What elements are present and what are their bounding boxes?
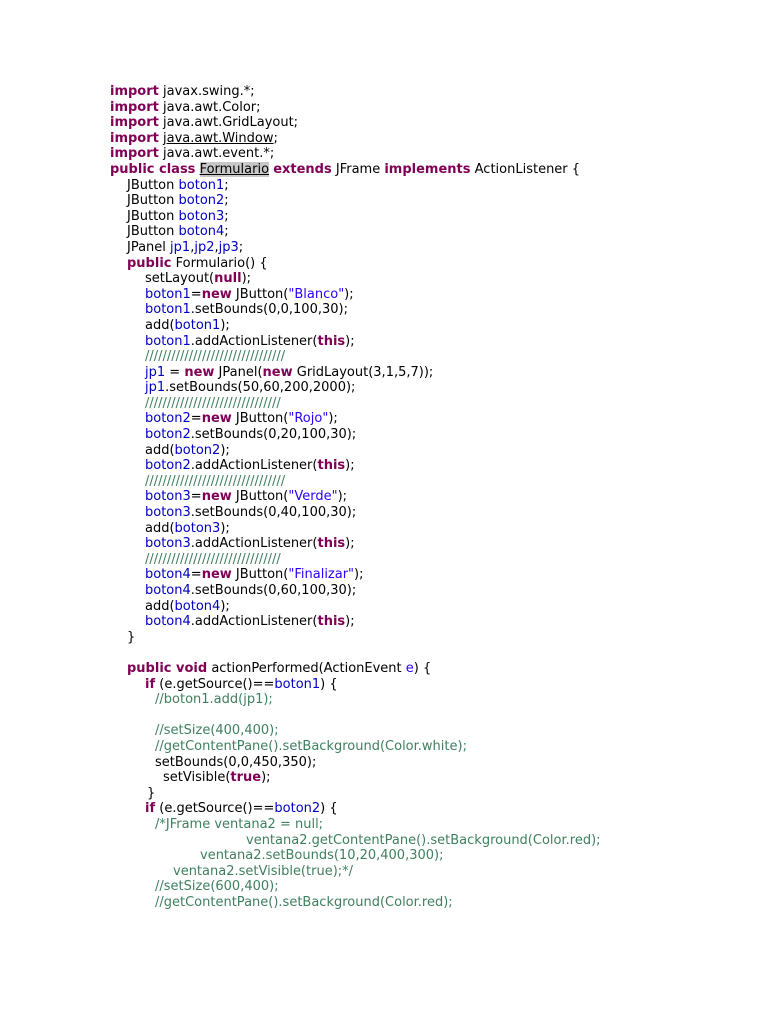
code-token: public [127, 255, 172, 271]
code-token: boton2 [145, 458, 191, 474]
code-line [110, 692, 601, 708]
code-token: boton3 [174, 520, 221, 536]
code-line [110, 178, 601, 194]
code-token: boton1 [174, 317, 221, 333]
code-token: JButton( [231, 567, 289, 583]
code-token: boton1 [145, 333, 191, 349]
code-token: ); [337, 489, 348, 505]
code-token: "Blanco" [288, 286, 345, 302]
code-token: } [127, 629, 136, 645]
code-token: setLayout( [145, 271, 215, 287]
code-token: this [317, 536, 346, 552]
code-token: /////////////////////////////// [145, 395, 281, 411]
code-token: JButton( [231, 411, 289, 427]
code-token: new [201, 411, 232, 427]
code-token: boton2 [174, 442, 221, 458]
code-token: "Finalizar" [288, 567, 355, 583]
code-token: boton2 [274, 801, 321, 817]
code-token: ); [220, 598, 230, 614]
code-token: boton1 [145, 286, 191, 302]
code-token: ventana2.getContentPane().setBackground(Color.red); [246, 832, 601, 848]
code-line [110, 474, 601, 490]
code-token: import [110, 115, 159, 131]
code-line [110, 552, 601, 568]
code-line [110, 599, 601, 615]
code-token: , [214, 239, 219, 255]
code-line [110, 209, 601, 225]
code-token: boton1 [274, 676, 321, 692]
code-token: if [145, 676, 156, 692]
code-line [110, 443, 601, 459]
code-line [110, 193, 601, 209]
code-token: add( [145, 442, 175, 458]
code-token: e [405, 660, 414, 676]
code-line [110, 755, 601, 771]
code-token: new [201, 567, 232, 583]
code-token: ); [345, 333, 355, 349]
code-token: boton4 [145, 614, 191, 630]
code-line [110, 833, 601, 849]
code-line [110, 677, 601, 693]
code-token: boton4 [178, 224, 225, 240]
code-token: JButton [127, 224, 179, 240]
code-line [110, 879, 601, 895]
code-token: ventana2.setBounds(10,20,400,300); [200, 848, 444, 864]
code-token: boton2 [178, 193, 225, 209]
code-token: .setBounds(0,40,100,30); [190, 505, 357, 521]
code-token: ); [345, 458, 355, 474]
code-token: java.awt.Window [163, 130, 274, 146]
code-line [110, 661, 601, 677]
code-token: ; [224, 224, 229, 240]
code-token: boton4 [174, 598, 221, 614]
code-token: ) { [320, 801, 338, 817]
code-line [110, 786, 601, 802]
code-token: ); [261, 770, 271, 786]
code-token: = [165, 364, 185, 380]
code-token: Formulario() { [171, 255, 268, 271]
code-token: jp2 [194, 239, 215, 255]
code-token: java.awt.Color; [158, 99, 261, 115]
code-line [110, 801, 601, 817]
code-token: //getContentPane().setBackground(Color.white); [155, 738, 467, 754]
code-token: .addActionListener( [190, 614, 318, 630]
code-token: ); [241, 271, 252, 287]
code-token: ); [328, 411, 338, 427]
code-line [110, 287, 601, 303]
code-token: this [317, 333, 346, 349]
code-token: java.awt.event.*; [158, 146, 275, 162]
code-token: boton4 [145, 583, 191, 598]
code-token: JButton( [231, 286, 289, 302]
code-token: add( [145, 317, 175, 333]
code-token: ; [224, 208, 229, 224]
code-line [110, 567, 601, 583]
code-token: = [190, 567, 202, 583]
code-line [110, 365, 601, 381]
code-token: public void [127, 660, 208, 676]
code-token: jp3 [218, 239, 239, 255]
code-listing [110, 84, 601, 910]
code-token: boton3 [145, 489, 191, 505]
code-token: "Rojo" [288, 411, 329, 427]
code-token: //getContentPane().setBackground(Color.red); [155, 894, 453, 910]
code-token: extends [273, 161, 332, 177]
code-token: //setSize(600,400); [155, 879, 279, 895]
code-token: javax.swing.*; [158, 84, 255, 99]
code-token: boton3 [178, 208, 225, 224]
code-token: setBounds(0,0,450,350); [155, 754, 317, 770]
code-token: boton4 [145, 567, 191, 583]
code-token: } [147, 785, 156, 801]
code-line [110, 521, 601, 537]
code-token: setVisible( [163, 770, 231, 786]
code-line [110, 723, 601, 739]
code-token: import [110, 99, 159, 115]
code-token: = [190, 286, 202, 302]
code-token: add( [145, 520, 175, 536]
code-line [110, 334, 601, 350]
code-token: /////////////////////////////// [145, 551, 281, 567]
code-token: boton1 [178, 177, 225, 193]
code-token: .setBounds(0,0,100,30); [190, 302, 348, 318]
code-line [110, 739, 601, 755]
code-line [110, 427, 601, 443]
code-token: ; [224, 193, 229, 209]
code-line [110, 536, 601, 552]
code-token: = [190, 411, 202, 427]
code-token: boton2 [145, 411, 191, 427]
code-line [110, 630, 601, 646]
code-token: .setBounds(0,20,100,30); [190, 427, 357, 443]
code-token: java.awt.GridLayout; [158, 115, 299, 131]
code-token: JButton [127, 208, 179, 224]
code-line [110, 583, 601, 599]
code-line [110, 458, 601, 474]
code-line [110, 224, 601, 240]
code-token: implements [384, 161, 471, 177]
code-line [110, 115, 601, 131]
code-token: ) { [413, 660, 432, 676]
code-line [110, 864, 601, 880]
code-token: null [214, 271, 242, 287]
code-token: Formulario [199, 161, 270, 177]
code-line [110, 848, 601, 864]
code-token: new [201, 286, 232, 302]
code-line [110, 271, 601, 287]
code-line [110, 146, 601, 162]
code-line [110, 411, 601, 427]
code-token: JFrame [331, 161, 385, 177]
code-token: boton1 [145, 302, 191, 318]
code-token: boton3 [145, 505, 191, 521]
code-token: /*JFrame ventana2 = null; [155, 816, 324, 832]
code-line [110, 162, 601, 178]
code-token: .addActionListener( [190, 333, 318, 349]
code-token: ; [224, 177, 229, 193]
code-token: ActionListener { [470, 161, 581, 177]
code-token: ); [345, 536, 355, 552]
code-line [110, 100, 601, 116]
code-token: ); [345, 614, 355, 630]
code-token: new [201, 489, 232, 505]
code-token: .addActionListener( [190, 458, 318, 474]
code-token: public class [110, 161, 196, 177]
code-line [110, 84, 601, 100]
code-token: import [110, 84, 159, 99]
code-token: ); [354, 567, 364, 583]
code-token: ventana2.setVisible(true);*/ [173, 863, 354, 879]
code-token: .setBounds(50,60,200,2000); [165, 380, 356, 396]
code-line [110, 614, 601, 630]
code-line [110, 349, 601, 365]
code-token: new [262, 364, 293, 380]
code-token: //setSize(400,400); [155, 723, 279, 739]
code-token: ; [273, 130, 278, 146]
code-line [110, 131, 601, 147]
code-line [110, 256, 601, 272]
code-token: jp1 [145, 380, 166, 396]
code-line [110, 817, 601, 833]
code-token: boton3 [145, 536, 191, 552]
code-line [110, 380, 601, 396]
code-token: (e.getSource()== [155, 801, 275, 817]
code-line [110, 489, 601, 505]
code-token: import [110, 146, 159, 162]
code-token [195, 162, 199, 177]
code-token: boton2 [145, 427, 191, 443]
code-token: JButton [127, 193, 179, 209]
code-line [110, 302, 601, 318]
code-line [110, 396, 601, 412]
code-token: jp1 [145, 364, 166, 380]
code-line [110, 505, 601, 521]
code-token: add( [145, 598, 175, 614]
code-token: ); [220, 442, 230, 458]
code-token: JPanel( [214, 364, 263, 380]
code-token: ; [238, 239, 244, 255]
code-token: this [317, 458, 346, 474]
code-token: "Verde" [288, 489, 338, 505]
code-token: this [317, 614, 346, 630]
code-token: actionPerformed(ActionEvent [207, 660, 406, 676]
code-token: jp1 [170, 239, 191, 255]
code-token: .addActionListener( [190, 536, 318, 552]
code-token: true [230, 770, 262, 786]
code-token: new [184, 364, 215, 380]
code-token: = [190, 489, 202, 505]
code-token: .setBounds(0,60,100,30); [190, 583, 357, 598]
code-token: ); [220, 317, 230, 333]
code-token: ); [220, 520, 230, 536]
code-line [110, 708, 601, 724]
code-line [110, 645, 601, 661]
code-line [110, 895, 601, 911]
code-token: ); [344, 286, 354, 302]
code-token: //////////////////////////////// [145, 349, 286, 365]
code-token: JButton( [231, 489, 289, 505]
code-token: ) { [320, 676, 338, 692]
code-token: , [190, 239, 195, 255]
code-line [110, 240, 601, 256]
code-token: //////////////////////////////// [145, 473, 286, 489]
code-line [110, 318, 601, 334]
code-token: import [110, 130, 159, 146]
code-token: JPanel [127, 239, 171, 255]
code-token: if [145, 801, 156, 817]
code-line [110, 770, 601, 786]
code-token: GridLayout(3,1,5,7)); [292, 364, 434, 380]
code-token: (e.getSource()== [155, 676, 275, 692]
code-token: JButton [127, 177, 179, 193]
code-token: //boton1.add(jp1); [155, 692, 273, 708]
